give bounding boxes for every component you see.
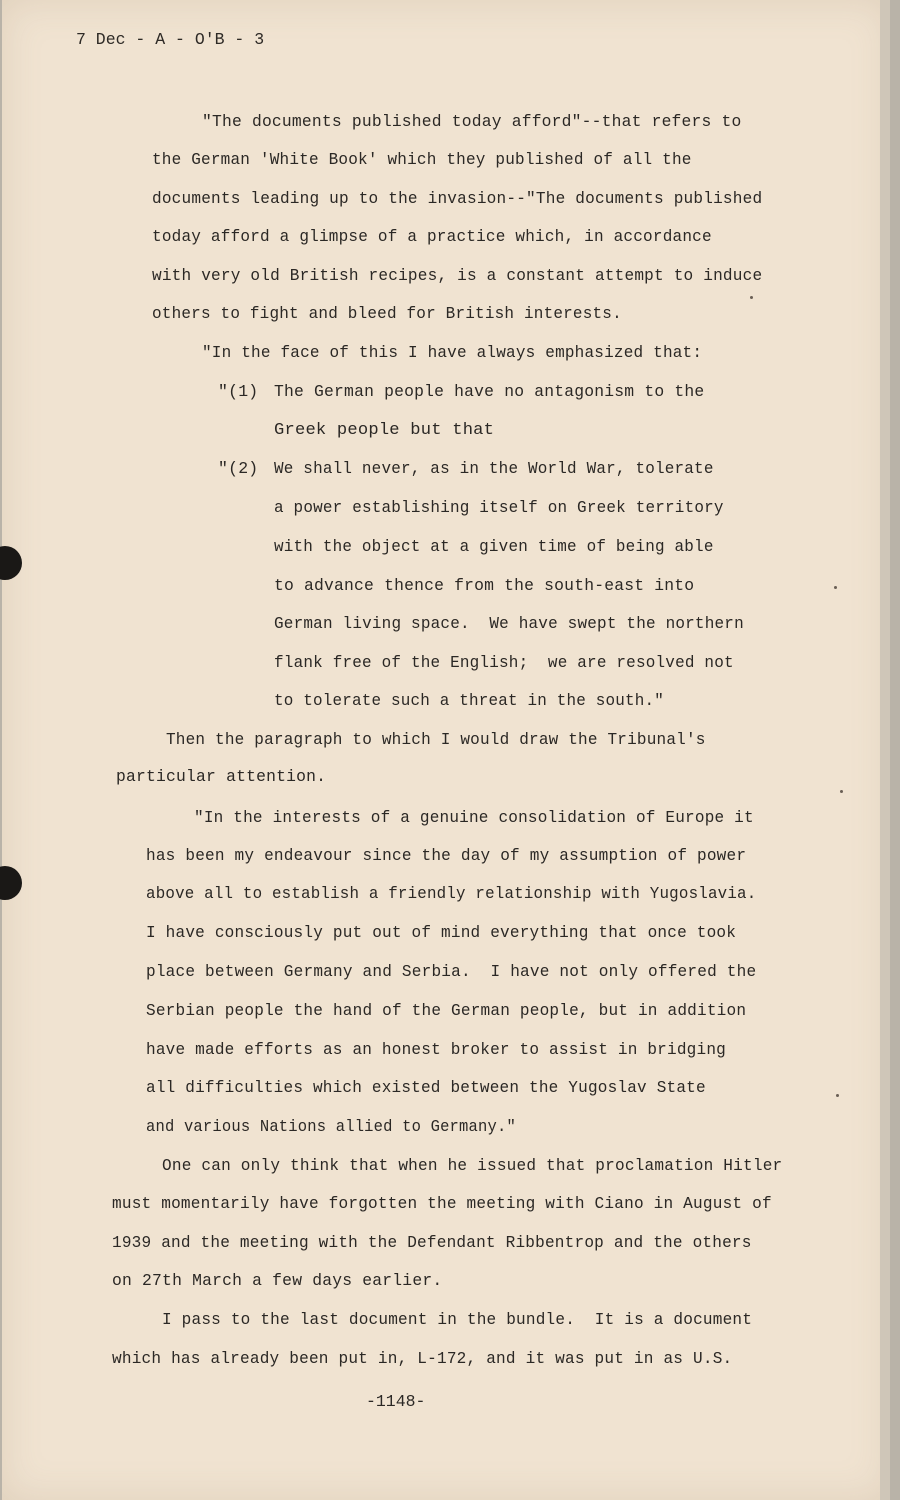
text-line: particular attention. — [116, 767, 327, 786]
text-line: Serbian people the hand of the German people, but in addition — [146, 1001, 747, 1020]
text-line: to advance thence from the south-east into — [274, 576, 695, 595]
text-line: Then the paragraph to which I would draw the Tribunal's — [166, 730, 706, 749]
text-line: I pass to the last document in the bundle. It is a document — [162, 1310, 753, 1329]
text-line: We shall never, as in the World War, tolerate — [274, 459, 714, 478]
page-number: -1148- — [366, 1392, 426, 1411]
paper-speck — [836, 1094, 839, 1097]
text-line: today afford a glimpse of a practice which, in accordance — [152, 227, 712, 246]
text-line: with the object at a given time of being able — [274, 537, 714, 556]
paper-speck — [750, 296, 753, 299]
text-line: to tolerate such a threat in the south." — [274, 691, 665, 710]
text-line: "In the face of this I have always emphasized that: — [202, 343, 703, 362]
text-line: flank free of the English; we are resolved not — [274, 653, 734, 672]
document-page — [2, 0, 890, 1500]
text-line: 1939 and the meeting with the Defendant Ribbentrop and the others — [112, 1233, 752, 1252]
text-line: the German 'White Book' which they published of all the — [152, 150, 692, 169]
text-line: I have consciously put out of mind everything that once took — [146, 923, 737, 942]
text-line: have made efforts as an honest broker to assist in bridging — [146, 1040, 726, 1059]
text-line: above all to establish a friendly relationship with Yugoslavia. — [146, 884, 757, 903]
text-line: with very old British recipes, is a constant attempt to induce — [152, 266, 763, 285]
list-marker: "(1) — [218, 382, 259, 401]
text-line: which has already been put in, L-172, and it was put in as U.S. — [112, 1349, 733, 1368]
text-line: must momentarily have forgotten the meeting with Ciano in August of — [112, 1194, 772, 1213]
text-line: others to fight and bleed for British interests. — [152, 304, 622, 323]
list-marker: "(2) — [218, 459, 259, 478]
punch-hole-icon — [0, 546, 22, 580]
text-line: has been my endeavour since the day of my assumption of power — [146, 846, 747, 865]
page-header-code: 7 Dec - A - O'B - 3 — [76, 30, 265, 49]
text-line: The German people have no antagonism to the — [274, 382, 705, 401]
text-line: German living space. We have swept the northern — [274, 614, 744, 633]
text-line: place between Germany and Serbia. I have not only offered the — [146, 962, 757, 981]
paper-speck — [834, 586, 837, 589]
paper-edge — [880, 0, 890, 1500]
text-line: "The documents published today afford"--that refers to — [202, 112, 742, 131]
text-line: Greek people but that — [274, 420, 495, 439]
text-line: a power establishing itself on Greek territory — [274, 498, 724, 517]
paper-speck — [840, 790, 843, 793]
text-line: on 27th March a few days earlier. — [112, 1271, 443, 1290]
text-line: One can only think that when he issued that proclamation Hitler — [162, 1156, 783, 1175]
text-line: and various Nations allied to Germany." — [146, 1117, 516, 1136]
text-line: documents leading up to the invasion--"The documents published — [152, 189, 763, 208]
text-line: all difficulties which existed between the Yugoslav State — [146, 1078, 706, 1097]
punch-hole-icon — [0, 866, 22, 900]
text-line: "In the interests of a genuine consolidation of Europe it — [194, 808, 754, 827]
